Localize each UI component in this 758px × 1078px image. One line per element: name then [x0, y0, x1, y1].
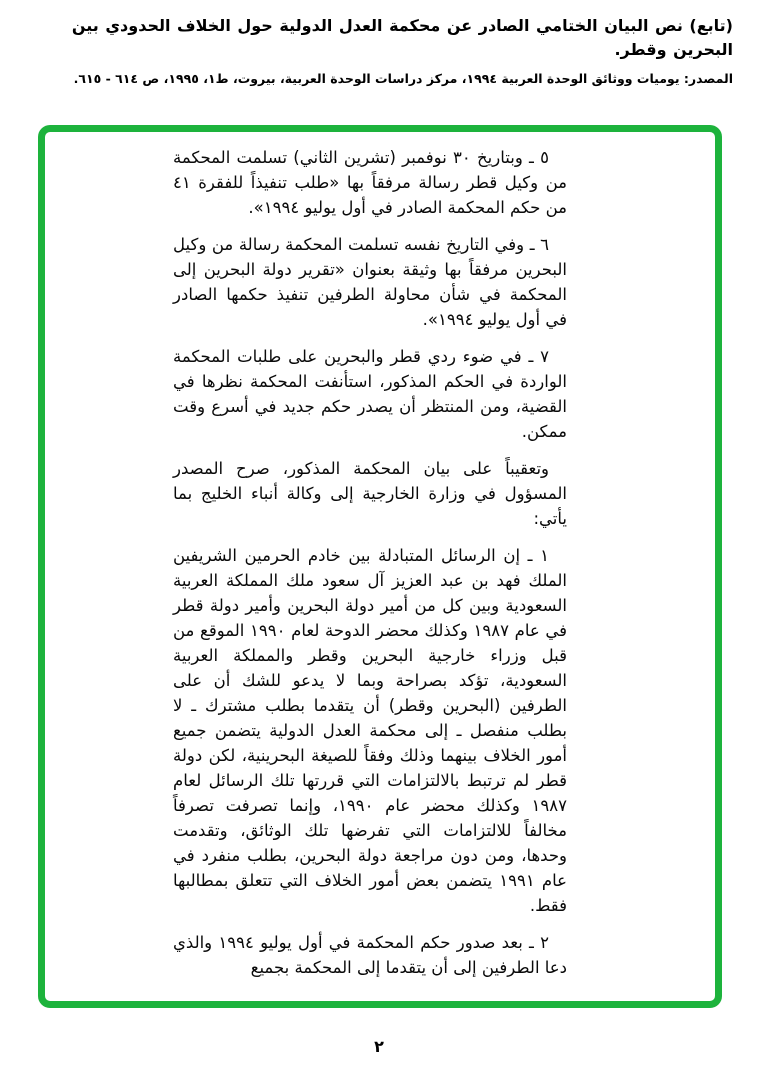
statement-box: [38, 125, 722, 1008]
source-citation: المصدر: يوميات ووثائق الوحدة العربية ١٩٩٤، مركز دراسات الوحدة العربية، بيروت، ط١، ١٩٩٥، ص ٦١٤ - ٦١٥.: [73, 71, 733, 86]
statement-text: [173, 145, 567, 980]
page-title: (تابع) نص البيان الختامي الصادر عن محكمة العدل الدولية حول الخلاف الحدودي بين البحرين وقطر.: [71, 16, 733, 59]
page-number: ٢: [374, 1037, 384, 1056]
paragraph-reply-2: ٢ ـ بعد صدور حكم المحكمة في أول يوليو ١٩٩٤ والذي دعا الطرفين إلى أن يتقدما إلى المحكمة بجميع: [173, 933, 567, 977]
paragraph-item-6: ٦ ـ وفي التاريخ نفسه تسلمت المحكمة رسالة من وكيل البحرين مرفقاً بها وثيقة بعنوان «تقرير دولة البحرين إلى المحكمة في شأن محاولة الطرفين تنفيذ حكمها الصادر في أول يوليو ١٩٩٤».: [173, 235, 567, 329]
paragraph-reply-1: ١ ـ إن الرسائل المتبادلة بين خادم الحرمين الشريفين الملك فهد بن عبد العزيز آل سعود ملك المملكة العربية السعودية وبين كل من أمير دولة البحرين وأمير دولة قطر في عام ١٩٨٧ وكذلك محضر الدوحة لعام ١٩٩٠ الموقع من قبل وزراء خارجية البحرين وقطر والمملكة العربية السعودية، تؤكد بصراحة وبما لا يدعو للشك أن على الطرفين (البحرين وقطر) أن يتقدما بطلب مشترك ـ لا بطلب منفصل ـ إلى محكمة العدل الدولية يتضمن جميع أمور الخلاف بينهما وذلك وفقاً للصيغة البحرينية، لكن دولة قطر لم ترتبط بالالتزامات التي قررتها تلك الرسائل لعام ١٩٨٧ وكذلك محضر عام ١٩٩٠، وإنما تصرفت تصرفاً مخالفاً للالتزامات التي تفرضها تلك الوثائق، وتقدمت وحدها، ومن دون مراجعة دولة البحرين، بطلب منفرد في عام ١٩٩١ يتضمن بعض أمور الخلاف التي تتعلق بمطالبها فقط.: [173, 546, 568, 915]
document-header: [25, 14, 733, 88]
paragraph-commentary-intro: وتعقيباً على بيان المحكمة المذكور، صرح المصدر المسؤول في وزارة الخارجية إلى وكالة أنباء الخليج بما يأتي:: [173, 459, 567, 528]
paragraph-item-5: ٥ ـ وبتاريخ ٣٠ نوفمبر (تشرين الثاني) تسلمت المحكمة من وكيل قطر رسالة مرفقاً بها «طلب تنفيذاً للفقرة ٤١ من حكم المحكمة الصادر في أول يوليو ١٩٩٤».: [173, 148, 567, 217]
paragraph-item-7: ٧ ـ في ضوء ردي قطر والبحرين على طلبات المحكمة الواردة في الحكم المذكور، استأنفت المحكمة نظرها في القضية، ومن المنتظر أن يصدر حكم جديد في أسرع وقت ممكن.: [173, 347, 567, 441]
